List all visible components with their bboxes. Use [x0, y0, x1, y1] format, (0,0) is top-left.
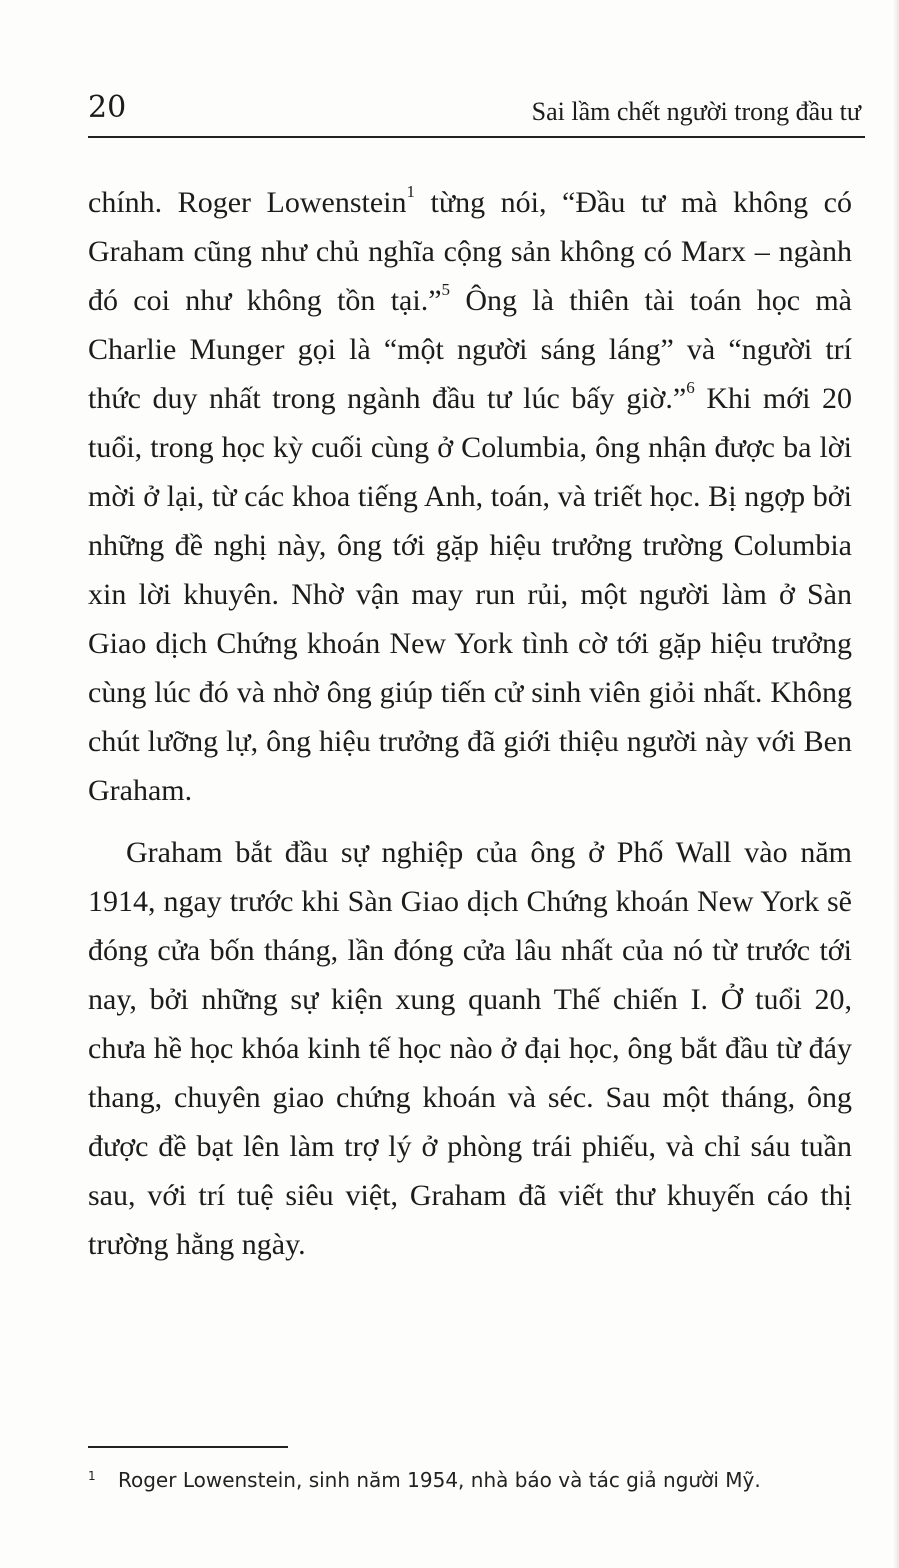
paragraph-1-part-a: chính. Roger Lowenstein [88, 186, 407, 219]
footnote-ref-1: 1 [406, 182, 415, 201]
footnote-mark: 1 [88, 1469, 96, 1483]
endnote-ref-6: 6 [686, 378, 695, 397]
page-header [88, 88, 865, 138]
paragraph-1-part-d: Khi mới 20 tuổi, trong học kỳ cuối cùng ở Columbia, ông nhận được ba lời mời ở lại, từ các khoa tiếng Anh, toán, và triết học. Bị ngợp bởi những đề nghị này, ông tới gặp hiệu trưởng trường Columbia xin lời khuyên. Nhờ vận may run rủi, một người làm ở Sàn Giao dịch Chứng khoán New York tình cờ tới gặp hiệu trưởng cùng lúc đó và nhờ ông giúp tiến cử sinh viên giỏi nhất. Không chút lưỡng lự, ông hiệu trưởng đã giới thiệu người này với Ben Graham. [88, 382, 852, 807]
endnote-ref-5: 5 [441, 280, 451, 299]
running-title: Sai lầm chết người trong đầu tư [531, 97, 861, 126]
page-number: 20 [88, 90, 127, 125]
page-edge-shadow [893, 0, 899, 1568]
footnote [88, 1465, 858, 1495]
footnote-divider [88, 1446, 288, 1448]
paragraph-1-part-c: Ông là thiên tài toán học mà Charlie Munger gọi là “một người sáng láng” và “người trí thức duy nhất trong ngành đầu tư lúc bấy giờ.” [88, 284, 853, 415]
paragraph-2: Graham bắt đầu sự nghiệp của ông ở Phố Wall vào năm 1914, ngay trước khi Sàn Giao dịch Chứng khoán New York sẽ đóng cửa bốn tháng, lần đóng cửa lâu nhất của nó từ trước tới nay, bởi những sự kiện xung quanh Thế chiến I. Ở tuổi 20, chưa hề học khóa kinh tế học nào ở đại học, ông bắt đầu từ đáy thang, chuyên giao chứng khoán và séc. Sau một tháng, ông được đề bạt lên làm trợ lý ở phòng trái phiếu, và chỉ sáu tuần sau, với trí tuệ siêu việt, Graham đã viết thư khuyến cáo thị trường hằng ngày. [88, 836, 852, 1261]
paragraph-1 [88, 178, 852, 815]
paragraph-1-part-b: từng nói, “Đầu tư mà không có Graham cũng như chủ nghĩa cộng sản không có Marx – ngành đó coi như không tồn tại.” [88, 186, 852, 317]
body-text [88, 178, 852, 1269]
footnote-text: Roger Lowenstein, sinh năm 1954, nhà báo và tác giả người Mỹ. [118, 1468, 761, 1492]
